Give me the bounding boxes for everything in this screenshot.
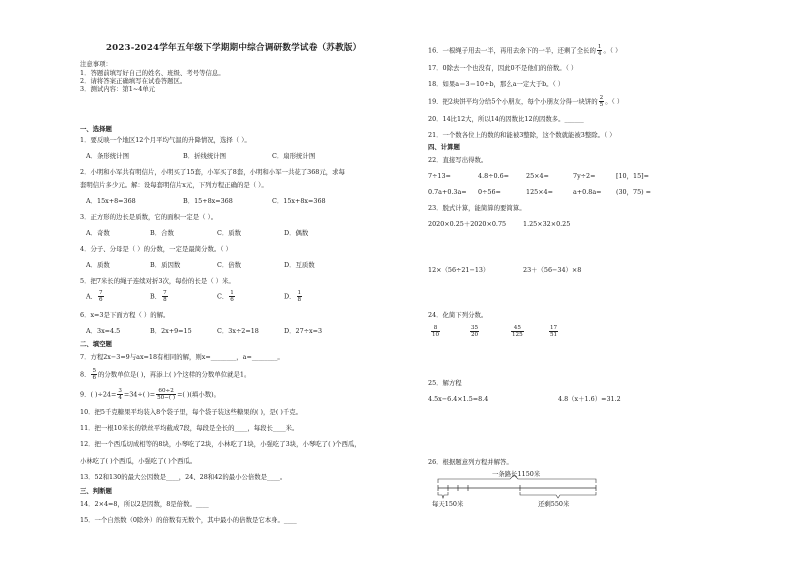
question-2-line2: 套明信片多少元。解：设每套明信片x元，下列方程正确的是（ ）。 [80, 181, 268, 189]
fraction-box [470, 325, 479, 338]
fraction [597, 44, 603, 57]
question-text: 。（ ） [603, 46, 622, 55]
left-brace [438, 492, 448, 498]
diagram-top-label: 一条路长1150米 [492, 470, 541, 478]
expression: 12×（56÷21−13） [428, 266, 490, 274]
question-2-line1: 2．小明和小军共有明信片，小明买了15套，小军买了8套，小明和小军一共花了368元，求每 [80, 168, 345, 176]
section-heading: 一、选择题 [80, 125, 112, 133]
calc-cell: 7y÷2= [573, 172, 596, 180]
fraction [229, 290, 235, 303]
fraction [599, 95, 605, 108]
section-heading: 四、计算题 [428, 143, 460, 151]
denominator: 6 [99, 297, 103, 303]
fraction-box [431, 325, 440, 338]
question-11: 11．把一根10米长的铁丝平均截成7段，每段是全长的____，每段长____米。 [80, 424, 299, 432]
question-text: =( )(填小数)。 [177, 390, 220, 399]
question-19 [428, 95, 623, 108]
section-heading: 二、填空题 [80, 340, 112, 348]
denominator: 8 [297, 297, 302, 303]
option-label: D． [284, 292, 296, 301]
fraction [469, 325, 480, 338]
question-12-line2: 小林吃了( )个西瓜，小强吃了( )个西瓜。 [80, 457, 197, 465]
option-a: A．3x=4.5 [86, 327, 121, 335]
denominator: 8 [163, 297, 167, 303]
notice-item: 1．答题前填写好自己的姓名、班级、考号等信息。 [80, 69, 225, 77]
numerator: 8 [431, 325, 440, 332]
question-4: 4．分子、分母是（ ）的分数，一定是最简分数。（ ） [80, 245, 232, 253]
question-22: 22．直接写出得数。 [428, 156, 488, 164]
question-14: 14．2×4=8，所以2是因数，8是倍数。____ [80, 500, 209, 508]
option-c: C．扇形统计图 [272, 152, 316, 160]
question-text: 19．把2块饼平均分给5个小朋友，每个小朋友分得一块饼的 [428, 97, 598, 106]
question-7: 7．方程2x−3=9与ax=18有相同的解，则x=________，a=________。 [80, 353, 284, 361]
expression: 23＋（56−34）×8 [523, 266, 582, 274]
question-24: 24．化简下列分数。 [428, 311, 488, 319]
fraction [98, 290, 104, 303]
fraction-box [549, 325, 558, 338]
option-b: B．合数 [150, 229, 174, 237]
question-18: 18．如果a＝3＝10÷b，那么a一定大于b。（ ） [428, 80, 565, 88]
question-10: 10．把5千克糖果平均装入8个袋子里，每个袋子装这些糖果的( )，是( )千克。 [80, 408, 303, 416]
option-a: A．条形统计图 [86, 152, 129, 160]
option-c: C．质数 [217, 229, 242, 237]
question-17: 17．0除去一个也没有，因此0不是他们的倍数。（ ） [428, 64, 578, 72]
calc-cell: 0÷56= [478, 188, 501, 196]
question-9 [80, 388, 220, 401]
question-21: 21．一个数各位上的数的和能被3整除，这个数就能被3整除。（ ） [428, 131, 616, 139]
equation: 4.5x−6.4×1.5=8.4 [428, 395, 489, 403]
option-a: A．质数 [86, 261, 110, 269]
section-heading: 三、判断题 [80, 487, 112, 495]
fraction [297, 290, 303, 303]
question-3: 3．正方形的边长是质数，它的面积一定是（ ）。 [80, 213, 218, 221]
denominator: 50−( ) [157, 395, 176, 401]
expression: 2020×0.25＋2020×0.75 [428, 220, 507, 228]
option-c: C．15x+8x=368 [272, 197, 326, 205]
question-16 [428, 44, 621, 57]
fraction [156, 388, 176, 401]
calc-cell: a+0.8a= [573, 188, 602, 196]
denominator: 6 [92, 375, 97, 381]
option-c: C．3x÷2=18 [217, 327, 259, 335]
fraction [162, 290, 168, 303]
option-b: B．折线统计图 [183, 152, 227, 160]
calc-cell: 7÷13= [428, 172, 451, 180]
numerator: 1 [597, 44, 602, 50]
question-26: 26．根据题意列方程并解答。 [428, 458, 513, 466]
question-13: 13．52和130的最大公因数是____，24、28和42的最小公倍数是____。 [80, 473, 287, 481]
notice-heading: 注意事项： [80, 60, 112, 68]
numerator: 2 [599, 95, 604, 101]
diagram-right-label: 还剩550米 [538, 500, 570, 508]
question-8 [80, 368, 250, 381]
option-b: B．质因数 [150, 261, 181, 269]
numerator: 35 [471, 325, 479, 331]
denominator: 51 [550, 332, 558, 338]
denominator: 125 [512, 332, 523, 338]
fraction [117, 388, 123, 401]
question-text: 的分数单位是( )，再添上( )个这样的分数单位就是1。 [98, 370, 251, 379]
option-label: A． [86, 292, 98, 301]
option-d: D．27÷x=3 [284, 327, 323, 335]
denominator: 6 [230, 297, 234, 303]
calc-cell: 125×4= [526, 188, 553, 196]
question-6: 6．x=3是下面方程（ ）的解。 [80, 311, 170, 319]
notice-item: 2．请将答案正确填写在试卷答题区。 [80, 77, 187, 85]
expression: 1.25×32×0.25 [523, 220, 571, 228]
question-25: 25．解方程 [428, 379, 462, 387]
numerator: 7 [99, 290, 103, 296]
numerator: 7 [163, 290, 167, 296]
equation: 4.8（x＋1.6）=31.2 [558, 395, 621, 403]
calc-cell: [10，15]= [616, 172, 649, 180]
question-text: 9．( )÷24= [80, 390, 117, 399]
fraction [91, 368, 97, 381]
numerator: 60÷2 [156, 388, 176, 395]
notice-item: 3．测试内容：第1~4单元 [80, 85, 156, 93]
numerator: 1 [297, 290, 302, 296]
numerator: 5 [92, 368, 97, 374]
option-b: B．2x+9=15 [150, 327, 192, 335]
option-b [150, 290, 169, 303]
question-text: 16．一根绳子用去一半，再用去余下的一半，还剩了全长的 [428, 46, 596, 55]
calc-cell: (30，75) = [616, 188, 652, 196]
denominator: 5 [599, 102, 604, 108]
question-23: 23．脱式计算，能简算的要简算。 [428, 204, 526, 212]
denominator: 10 [432, 332, 440, 338]
numerator: 3 [118, 388, 122, 394]
question-12-line1: 12．把一个西瓜切成相等的8块，小琴吃了2块，小林吃了1块，小强吃了3块，小琴吃了( )个西瓜， [80, 440, 361, 448]
question-text: =34÷( )= [123, 390, 156, 399]
option-d [284, 290, 303, 303]
option-label: B． [150, 292, 162, 301]
option-b: B．15+8x=368 [183, 197, 233, 205]
question-text: 。（ ） [605, 97, 624, 106]
diagram-left-label: 每天150米 [432, 500, 464, 508]
denominator: 4 [118, 395, 122, 401]
fraction [430, 325, 441, 338]
question-20: 20．14比12大，所以14的因数比12的因数多。______ [428, 115, 584, 123]
calc-cell: 25×4= [526, 172, 549, 180]
option-c [217, 290, 236, 303]
option-label: C． [217, 292, 229, 301]
numerator: 1 [230, 290, 234, 296]
question-5: 5．把7米长的绳子连续对折3次，每份的长是（ ）米。 [80, 277, 235, 285]
fraction [548, 325, 559, 338]
option-a: A．15x+8=368 [86, 197, 136, 205]
option-c: C．倍数 [217, 261, 242, 269]
option-d: D．偶数 [284, 229, 309, 237]
numerator: 45 [511, 325, 524, 332]
page-title: 2023-2024学年五年级下学期期中综合调研数学试卷（苏教版） [106, 43, 362, 53]
calc-cell: 4.8÷0.6= [478, 172, 510, 180]
option-a: A．奇数 [86, 229, 110, 237]
denominator: 20 [471, 332, 479, 338]
numerator: 17 [550, 325, 558, 331]
denominator: 4 [597, 51, 602, 57]
fraction-box [511, 325, 524, 338]
option-d: D．互质数 [284, 261, 315, 269]
calc-cell: 0.7a+0.3a= [428, 188, 467, 196]
fraction [510, 325, 525, 338]
question-number: 8． [80, 370, 91, 379]
option-a [86, 290, 105, 303]
right-brace [520, 492, 596, 498]
question-1: 1．要反映一个地区12个月平均气温的升降情况，选择（ ）。 [80, 136, 251, 144]
question-15: 15．一个自然数（0除外）的倍数有无数个，其中最小的倍数是它本身。____ [80, 516, 297, 524]
